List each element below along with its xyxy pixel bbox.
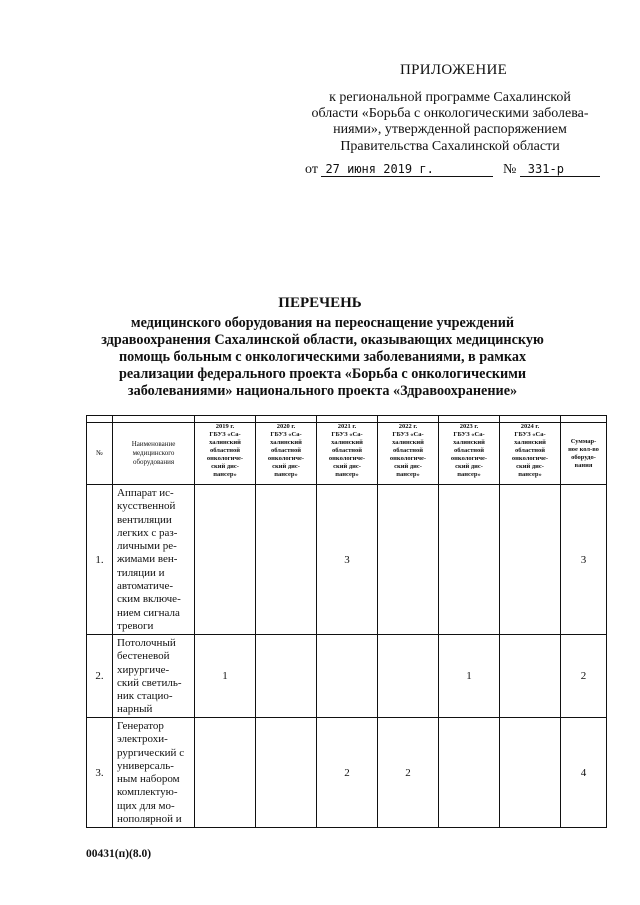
value-2022: [378, 485, 439, 635]
header-year-2020: 2020 г. ГБУЗ «Са- халинский областной онкологиче- ский дис- пансер»: [256, 423, 317, 485]
header-year-2019: 2019 г. ГБУЗ «Са- халинский областной онкологиче- ский дис- пансер»: [195, 423, 256, 485]
equipment-name: Аппарат ис- кусственной вентиляции легких с раз- личными ре- жимами вен- тиляции и автоматиче- ским включе- нием сигнала тревоги: [113, 485, 195, 635]
table-spacer-row: [87, 416, 607, 423]
appendix-line: ниями», утвержденной распоряжением: [333, 122, 567, 137]
table-row: [87, 635, 607, 718]
equipment-name: Генератор электрохи- рургический с универсаль- ным набором комплектую- щих для мо- нополярной и: [113, 718, 195, 828]
header-year-2022: 2022 г. ГБУЗ «Са- халинский областной онкологиче- ский дис- пансер»: [378, 423, 439, 485]
header-year-2023: 2023 г. ГБУЗ «Са- халинский областной онкологиче- ский дис- пансер»: [439, 423, 500, 485]
appendix-title: ПРИЛОЖЕНИЕ: [400, 62, 508, 78]
value-2021: 3: [317, 485, 378, 635]
value-2024: [500, 718, 561, 828]
value-2023: [439, 718, 500, 828]
header-num: №: [87, 423, 113, 485]
value-2020: [256, 635, 317, 718]
equipment-name: Потолочный бестеневой хирургиче- ский светиль- ник стацио- нарный: [113, 635, 195, 718]
table-row: [87, 485, 607, 635]
approval-number: 331-р: [520, 162, 600, 177]
value-2019: [195, 485, 256, 635]
appendix-line: области «Борьба с онкологическими заболева-: [311, 106, 589, 121]
subtitle-line: помощь больным с онкологическими заболеваниями, в рамках: [118, 349, 527, 365]
header-total: Суммар- ное кол-во оборудо- вания: [561, 423, 607, 485]
value-total: 2: [561, 635, 607, 718]
value-2023: [439, 485, 500, 635]
appendix-line: к региональной программе Сахалинской: [329, 90, 571, 105]
value-2019: 1: [195, 635, 256, 718]
value-total: 4: [561, 718, 607, 828]
value-2021: [317, 635, 378, 718]
equipment-table: [86, 415, 607, 828]
header-year-2024: 2024 г. ГБУЗ «Са- халинский областной онкологиче- ский дис- пансер»: [500, 423, 561, 485]
footer-code: 00431(п)(8.0): [86, 848, 152, 860]
from-label: от: [305, 162, 318, 177]
document-title: ПЕРЕЧЕНЬ: [278, 295, 362, 311]
value-2019: [195, 718, 256, 828]
subtitle-line: медицинского оборудования на переоснащение учреждений: [130, 315, 515, 331]
value-2023: 1: [439, 635, 500, 718]
value-2020: [256, 718, 317, 828]
subtitle-line: здравоохранения Сахалинской области, оказывающих медицинскую: [101, 332, 544, 348]
value-2022: [378, 635, 439, 718]
subtitle-line: реализации федерального проекта «Борьба с онкологическими: [118, 366, 527, 382]
document-subtitle: [70, 315, 575, 400]
value-total: 3: [561, 485, 607, 635]
header-year-2021: 2021 г. ГБУЗ «Са- халинский областной онкологиче- ский дис- пансер»: [317, 423, 378, 485]
row-number: 3.: [87, 718, 113, 828]
header-name: Наименование медицинского оборудования: [113, 423, 195, 485]
table-header-row: [87, 423, 607, 485]
value-2024: [500, 635, 561, 718]
value-2024: [500, 485, 561, 635]
table-row: [87, 718, 607, 828]
value-2021: 2: [317, 718, 378, 828]
row-number: 2.: [87, 635, 113, 718]
value-2020: [256, 485, 317, 635]
approval-date: 27 июня 2019 г.: [321, 162, 493, 177]
appendix-line: Правительства Сахалинской области: [340, 139, 560, 154]
signature-line: [305, 162, 600, 178]
value-2022: 2: [378, 718, 439, 828]
number-label: №: [502, 162, 517, 177]
subtitle-line: заболеваниями» национального проекта «Здравоохранение»: [127, 383, 518, 399]
row-number: 1.: [87, 485, 113, 635]
